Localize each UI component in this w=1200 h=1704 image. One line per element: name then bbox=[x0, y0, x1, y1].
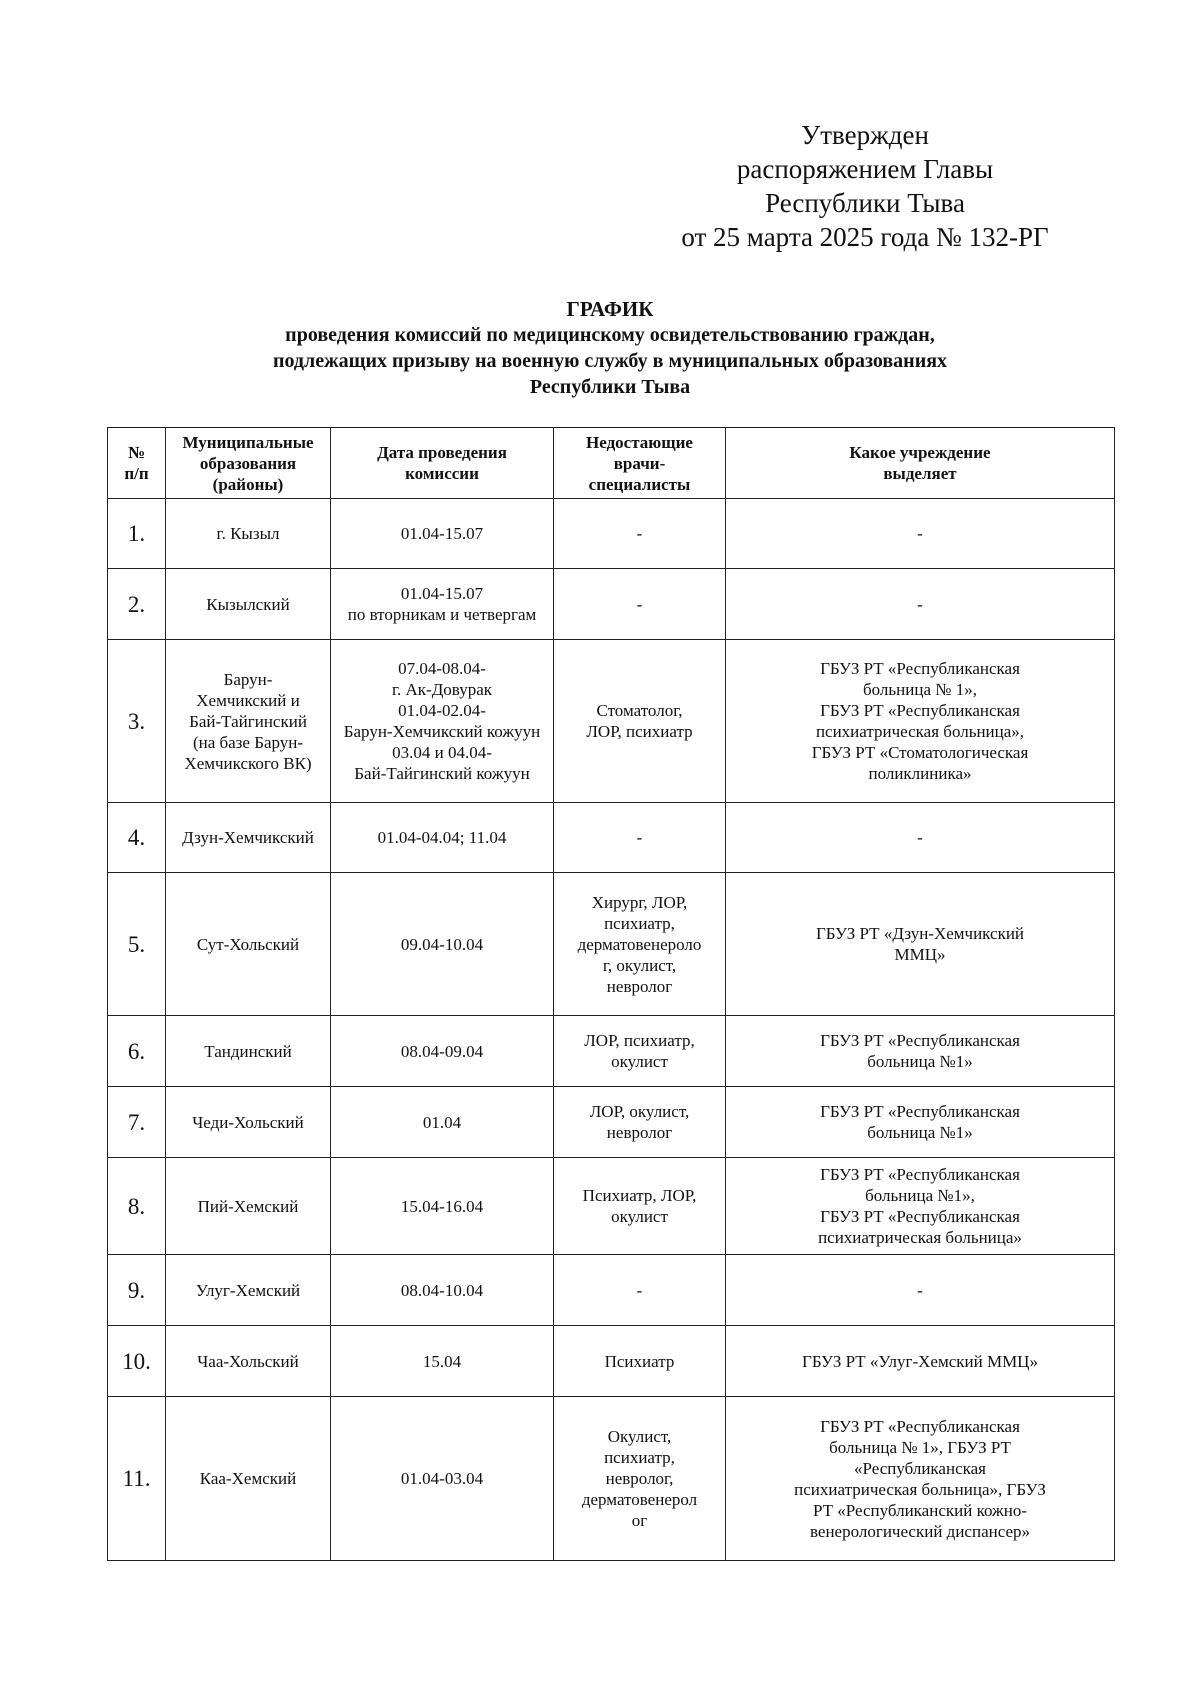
cell-line: - bbox=[636, 1280, 643, 1300]
cell-line: (на базе Барун- bbox=[192, 732, 304, 752]
dates-cell bbox=[331, 873, 554, 1016]
cell-line: ГБУЗ РТ «Республиканская bbox=[820, 1031, 1020, 1050]
document-subtitle-line: подлежащих призыву на военную службу в муниципальных образованиях bbox=[272, 350, 948, 372]
header-institution bbox=[726, 428, 1115, 499]
district-cell bbox=[166, 803, 331, 873]
cell-line: Сут-Хольский bbox=[196, 934, 300, 954]
cell-line: 15.04 bbox=[422, 1351, 462, 1371]
cell-line: больница №1», bbox=[865, 1186, 975, 1205]
dates-cell bbox=[331, 1016, 554, 1087]
specialists-cell bbox=[554, 1087, 726, 1158]
document-title: ГРАФИК bbox=[566, 297, 654, 321]
specialists-cell bbox=[554, 640, 726, 803]
header-line: врачи- bbox=[613, 453, 666, 473]
cell-line: ГБУЗ РТ «Дзун-Хемчикский bbox=[815, 924, 1025, 943]
table-row bbox=[108, 1158, 1115, 1255]
header-line: № bbox=[127, 443, 146, 462]
cell-line: Барун- bbox=[223, 669, 273, 689]
table-row bbox=[108, 803, 1115, 873]
specialists-cell bbox=[554, 499, 726, 569]
cell-line: ог bbox=[631, 1511, 648, 1530]
row-number-cell: 10. bbox=[108, 1326, 166, 1397]
district-cell bbox=[166, 1255, 331, 1326]
approval-line: от 25 марта 2025 года № 132-РГ bbox=[681, 222, 1049, 252]
schedule-table bbox=[107, 427, 1115, 1561]
cell-line: - bbox=[917, 828, 923, 847]
district-cell bbox=[166, 1326, 331, 1397]
institution-cell bbox=[726, 1326, 1115, 1397]
cell-line: ГБУЗ РТ «Республиканская bbox=[820, 1416, 1020, 1436]
cell-line: 08.04-09.04 bbox=[400, 1041, 484, 1061]
cell-line: 01.04-15.07 bbox=[400, 584, 484, 603]
specialists-cell bbox=[554, 1158, 726, 1255]
dates-cell bbox=[331, 1158, 554, 1255]
header-line: Муниципальные bbox=[182, 432, 314, 452]
cell-line: 15.04-16.04 bbox=[400, 1196, 484, 1216]
cell-line: г. Ак-Довурак bbox=[391, 680, 493, 699]
cell-line: Каа-Хемский bbox=[199, 1469, 297, 1488]
institution-cell bbox=[726, 1158, 1115, 1255]
table-row bbox=[108, 640, 1115, 803]
cell-line: ГБУЗ РТ «Республиканская bbox=[820, 1207, 1020, 1226]
table-row bbox=[108, 1397, 1115, 1561]
cell-line: Окулист, bbox=[607, 1427, 672, 1446]
cell-line: невролог, bbox=[605, 1469, 674, 1488]
cell-line: ГБУЗ РТ «Республиканская bbox=[820, 659, 1020, 678]
cell-line: 03.04 и 04.04- bbox=[392, 743, 492, 762]
table-row bbox=[108, 499, 1115, 569]
specialists-cell bbox=[554, 1326, 726, 1397]
cell-line: невролог bbox=[606, 1123, 673, 1142]
row-number-cell: 11. bbox=[108, 1397, 166, 1561]
cell-line: - bbox=[917, 524, 923, 543]
header-line: выделяет bbox=[883, 464, 957, 483]
cell-line: г. Кызыл bbox=[216, 524, 280, 543]
institution-cell bbox=[726, 499, 1115, 569]
cell-line: РТ «Республиканский кожно- bbox=[812, 1500, 1028, 1520]
row-number-cell: 5. bbox=[108, 873, 166, 1016]
cell-line: 07.04-08.04- bbox=[398, 659, 486, 678]
table-body bbox=[108, 499, 1115, 1561]
header-line: Какое учреждение bbox=[849, 443, 991, 462]
cell-line: Дзун-Хемчикский bbox=[182, 828, 314, 847]
district-cell bbox=[166, 640, 331, 803]
specialists-cell bbox=[554, 873, 726, 1016]
cell-line: Хемчикского ВК) bbox=[184, 753, 312, 773]
cell-line: 01.04-03.04 bbox=[400, 1469, 484, 1488]
cell-line: Стоматолог, bbox=[596, 701, 683, 720]
approval-line: Утвержден bbox=[801, 120, 929, 150]
header-line: комиссии bbox=[405, 464, 479, 483]
cell-line: дерматовенерол bbox=[581, 1490, 698, 1509]
header-number bbox=[108, 428, 166, 499]
cell-line: Чеди-Хольский bbox=[192, 1112, 304, 1132]
header-district bbox=[166, 428, 331, 499]
cell-line: психиатрическая больница», bbox=[815, 722, 1025, 741]
cell-line: ГБУЗ РТ «Республиканская bbox=[820, 701, 1020, 720]
row-number-cell: 7. bbox=[108, 1087, 166, 1158]
specialists-cell bbox=[554, 1397, 726, 1561]
cell-line: Барун-Хемчикский кожуун bbox=[343, 722, 541, 741]
table-row bbox=[108, 1016, 1115, 1087]
district-cell bbox=[166, 873, 331, 1016]
document-subtitle-line: проведения комиссий по медицинскому освидетельствованию граждан, bbox=[285, 324, 935, 346]
institution-cell bbox=[726, 803, 1115, 873]
institution-cell bbox=[726, 1087, 1115, 1158]
institution-cell bbox=[726, 569, 1115, 640]
institution-cell bbox=[726, 1255, 1115, 1326]
cell-line: психиатрическая больница», ГБУЗ bbox=[794, 1479, 1046, 1499]
header-line: специалисты bbox=[588, 474, 691, 494]
header-line: Недостающие bbox=[586, 432, 693, 452]
district-cell bbox=[166, 499, 331, 569]
cell-line: психиатр, bbox=[604, 913, 675, 933]
institution-cell bbox=[726, 640, 1115, 803]
cell-line: Психиатр, ЛОР, bbox=[582, 1186, 697, 1205]
specialists-cell bbox=[554, 803, 726, 873]
cell-line: 01.04-15.07 bbox=[400, 524, 484, 543]
cell-line: по вторникам и четвергам bbox=[347, 605, 537, 624]
cell-line: психиатр, bbox=[604, 1448, 675, 1467]
institution-cell bbox=[726, 1016, 1115, 1087]
cell-line: 01.04-04.04; 11.04 bbox=[377, 828, 507, 847]
cell-line: ЛОР, психиатр, bbox=[584, 1031, 695, 1050]
header-line: (районы) bbox=[212, 474, 284, 494]
header-line: Дата проведения bbox=[377, 443, 507, 462]
dates-cell bbox=[331, 803, 554, 873]
cell-line: ГБУЗ РТ «Республиканская bbox=[820, 1165, 1020, 1184]
cell-line: поликлиника» bbox=[868, 764, 972, 783]
row-number-cell: 3. bbox=[108, 640, 166, 803]
cell-line: 01.04 bbox=[422, 1112, 462, 1132]
cell-line: больница №1» bbox=[867, 1123, 973, 1142]
row-number-cell: 4. bbox=[108, 803, 166, 873]
dates-cell bbox=[331, 1087, 554, 1158]
specialists-cell bbox=[554, 1255, 726, 1326]
cell-line: Тандинский bbox=[204, 1041, 292, 1061]
table-row bbox=[108, 873, 1115, 1016]
district-cell bbox=[166, 1397, 331, 1561]
cell-line: Улуг-Хемский bbox=[195, 1280, 301, 1300]
table-header-row bbox=[108, 428, 1115, 499]
cell-line: - bbox=[917, 1280, 923, 1300]
cell-line: дерматовенероло bbox=[577, 934, 702, 954]
cell-line: психиатрическая больница» bbox=[818, 1228, 1022, 1247]
table-row bbox=[108, 1255, 1115, 1326]
dates-cell bbox=[331, 640, 554, 803]
cell-line: окулист bbox=[611, 1207, 668, 1226]
cell-line: «Республиканская bbox=[854, 1458, 986, 1478]
row-number-cell: 1. bbox=[108, 499, 166, 569]
cell-line: ЛОР, окулист, bbox=[589, 1102, 690, 1121]
approval-line: Республики Тыва bbox=[765, 188, 965, 218]
cell-line: 08.04-10.04 bbox=[400, 1280, 484, 1300]
cell-line: - bbox=[636, 594, 643, 614]
dates-cell bbox=[331, 1326, 554, 1397]
institution-cell bbox=[726, 873, 1115, 1016]
cell-line: Хирург, ЛОР, bbox=[591, 892, 688, 912]
dates-cell bbox=[331, 499, 554, 569]
cell-line: ГБУЗ РТ «Республиканская bbox=[820, 1102, 1020, 1121]
cell-line: - bbox=[636, 524, 643, 543]
cell-line: больница № 1», bbox=[863, 680, 977, 699]
dates-cell bbox=[331, 1255, 554, 1326]
cell-line: 09.04-10.04 bbox=[400, 934, 484, 954]
district-cell bbox=[166, 1016, 331, 1087]
cell-line: Кызылский bbox=[206, 594, 290, 614]
cell-line: венерологический диспансер» bbox=[809, 1521, 1031, 1541]
table-row bbox=[108, 569, 1115, 640]
document-heading bbox=[120, 296, 1100, 400]
cell-line: - bbox=[917, 594, 923, 614]
cell-line: ГБУЗ РТ «Стоматологическая bbox=[811, 743, 1029, 762]
cell-line: больница № 1», ГБУЗ РТ bbox=[829, 1437, 1011, 1457]
cell-line: Хемчикский и bbox=[196, 690, 300, 710]
cell-line: ГБУЗ РТ «Улуг-Хемский ММЦ» bbox=[802, 1351, 1038, 1371]
cell-line: ЛОР, психиатр bbox=[586, 722, 693, 741]
document-subtitle-line: Республики Тыва bbox=[529, 376, 691, 398]
row-number-cell: 6. bbox=[108, 1016, 166, 1087]
cell-line: - bbox=[636, 828, 643, 847]
row-number-cell: 2. bbox=[108, 569, 166, 640]
specialists-cell bbox=[554, 1016, 726, 1087]
district-cell bbox=[166, 569, 331, 640]
approval-line: распоряжением Главы bbox=[736, 154, 994, 184]
header-line: образования bbox=[199, 453, 297, 473]
cell-line: Психиатр bbox=[604, 1351, 675, 1371]
district-cell bbox=[166, 1158, 331, 1255]
row-number-cell: 8. bbox=[108, 1158, 166, 1255]
table-row bbox=[108, 1087, 1115, 1158]
specialists-cell bbox=[554, 569, 726, 640]
cell-line: Бай-Тайгинский кожуун bbox=[354, 764, 530, 783]
row-number-cell: 9. bbox=[108, 1255, 166, 1326]
cell-line: ММЦ» bbox=[894, 945, 946, 964]
cell-line: окулист bbox=[611, 1052, 668, 1071]
header-line: п/п bbox=[124, 464, 149, 483]
approval-block bbox=[640, 118, 1090, 254]
dates-cell bbox=[331, 1397, 554, 1561]
table-row bbox=[108, 1326, 1115, 1397]
header-date bbox=[331, 428, 554, 499]
cell-line: г, окулист, bbox=[602, 955, 677, 975]
header-specialists bbox=[554, 428, 726, 499]
cell-line: невролог bbox=[606, 976, 673, 996]
cell-line: Пий-Хемский bbox=[197, 1196, 299, 1216]
cell-line: больница №1» bbox=[867, 1052, 973, 1071]
district-cell bbox=[166, 1087, 331, 1158]
cell-line: Чаа-Хольский bbox=[197, 1351, 299, 1371]
dates-cell bbox=[331, 569, 554, 640]
cell-line: Бай-Тайгинский bbox=[189, 711, 307, 731]
institution-cell bbox=[726, 1397, 1115, 1561]
cell-line: 01.04-02.04- bbox=[398, 701, 486, 720]
